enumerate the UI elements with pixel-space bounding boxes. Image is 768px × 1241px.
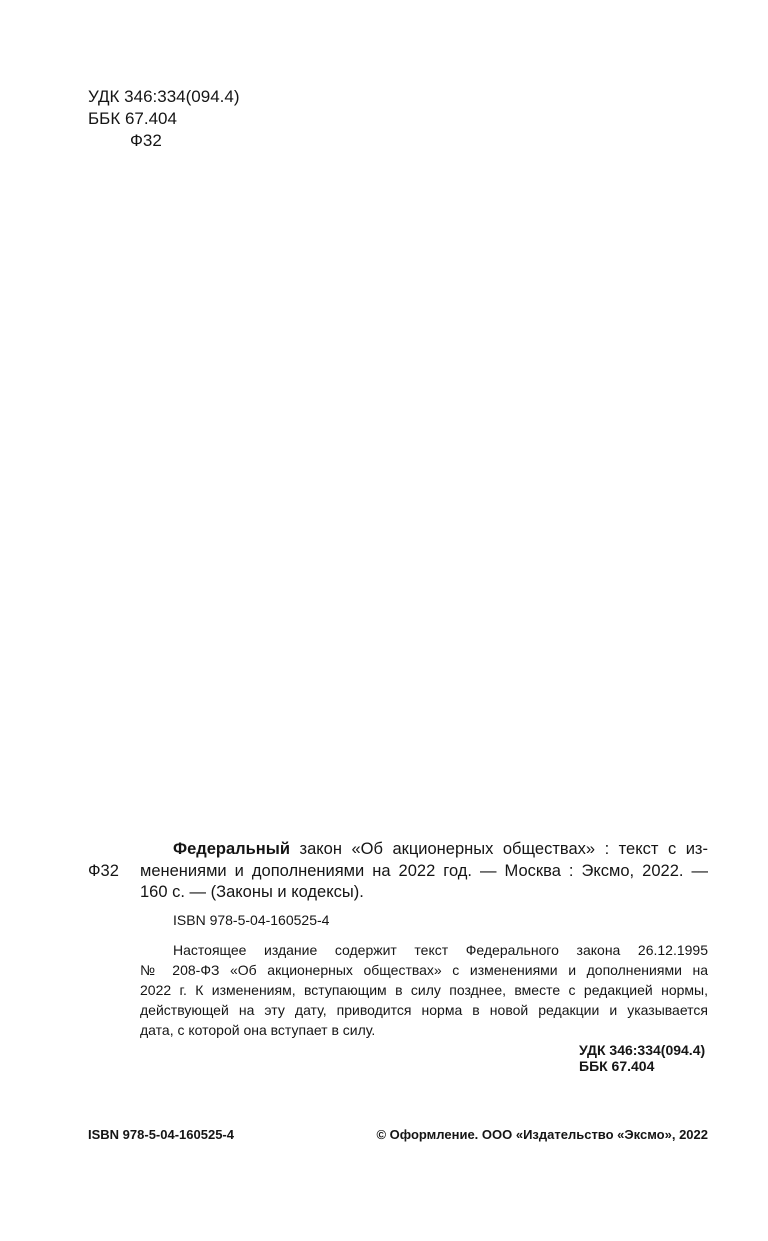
bib-line-1	[173, 839, 708, 861]
annotation-line: дата, с которой она вступает в силу.	[140, 1022, 376, 1038]
annotation-line: 2022 г. К изменениям, вступающим в силу позднее, вместе с редакцией нормы,	[140, 982, 708, 998]
bib-line-2: менениями и дополнениями на 2022 год. — Москва : Эксмо, 2022. —	[140, 861, 708, 880]
bib-heading: Федеральный	[173, 840, 290, 858]
header-author-sign: Ф32	[130, 131, 162, 150]
bib-udk-code: УДК 346:334(094.4)	[579, 1042, 706, 1058]
bib-author-sign: Ф32	[88, 861, 119, 880]
annotation-line: действующей на эту дату, приводится норма в новой редакции и указывается	[140, 1002, 708, 1018]
header-udk-code: УДК 346:334(094.4)	[88, 87, 240, 106]
bib-classification-codes	[579, 1042, 705, 1074]
bib-line-1-text: закон «Об акционерных обществах» : текст с из-	[299, 840, 708, 858]
annotation-line: № 208-ФЗ «Об акционерных обществах» с изменениями и дополнениями на	[140, 962, 708, 978]
bib-line-3: 160 с. — (Законы и кодексы).	[140, 883, 364, 901]
footer-isbn: ISBN 978-5-04-160525-4	[88, 1127, 234, 1142]
footer-copyright: © Оформление. ООО «Издательство «Эксмо», 2022	[376, 1127, 708, 1142]
bib-bbk-code: ББК 67.404	[579, 1058, 655, 1074]
annotation-line: Настоящее издание содержит текст Федерального закона 26.12.1995	[173, 942, 708, 958]
bib-isbn: ISBN 978-5-04-160525-4	[173, 912, 330, 928]
header-bbk-code: ББК 67.404	[88, 109, 177, 128]
